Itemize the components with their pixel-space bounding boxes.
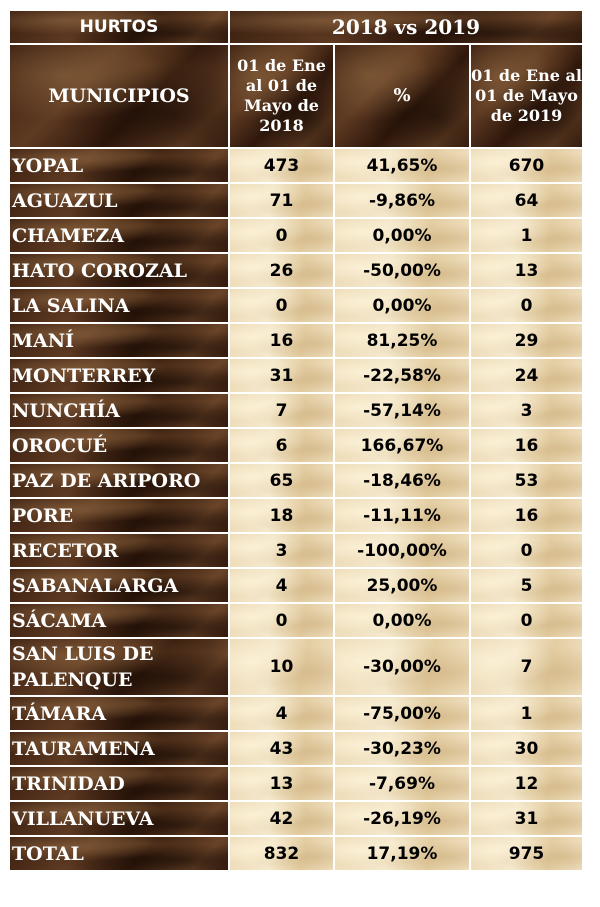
value-2018: 7	[230, 394, 333, 427]
municipio-name: RECETOR	[10, 534, 228, 567]
percent-change: -11,11%	[335, 499, 469, 532]
table-row	[10, 569, 582, 602]
value-2018: 0	[230, 604, 333, 637]
value-2019: 29	[471, 324, 582, 357]
percent-header: %	[335, 45, 469, 147]
value-2018: 26	[230, 254, 333, 287]
value-2018: 13	[230, 767, 333, 800]
period-2019-header: 01 de Ene al 01 de Mayo de 2019	[471, 45, 582, 147]
municipio-name: AGUAZUL	[10, 184, 228, 217]
value-2018: 31	[230, 359, 333, 392]
table-row	[10, 429, 582, 462]
table-body	[10, 149, 582, 870]
value-2019: 12	[471, 767, 582, 800]
percent-change: 81,25%	[335, 324, 469, 357]
value-2019: 24	[471, 359, 582, 392]
table-row	[10, 359, 582, 392]
municipio-name: SABANALARGA	[10, 569, 228, 602]
table-row	[10, 149, 582, 182]
value-2019: 13	[471, 254, 582, 287]
municipios-header: MUNICIPIOS	[10, 45, 228, 147]
table-row	[10, 767, 582, 800]
table-row	[10, 289, 582, 322]
value-2019: 3	[471, 394, 582, 427]
hurtos-table	[8, 9, 584, 872]
table-row	[10, 534, 582, 567]
total-label: TOTAL	[10, 837, 228, 870]
value-2019: 64	[471, 184, 582, 217]
percent-change: 0,00%	[335, 604, 469, 637]
municipio-name: LA SALINA	[10, 289, 228, 322]
value-2019: 0	[471, 534, 582, 567]
table-row	[10, 324, 582, 357]
value-2018: 3	[230, 534, 333, 567]
value-2019: 670	[471, 149, 582, 182]
table-row	[10, 639, 582, 695]
municipio-name: CHAMEZA	[10, 219, 228, 252]
value-2018: 473	[230, 149, 333, 182]
table-row	[10, 697, 582, 730]
municipio-name: SAN LUIS DE PALENQUE	[10, 639, 228, 695]
value-2018: 16	[230, 324, 333, 357]
table-row	[10, 219, 582, 252]
percent-change: -30,23%	[335, 732, 469, 765]
municipio-name: PORE	[10, 499, 228, 532]
value-2018: 0	[230, 289, 333, 322]
value-2018: 0	[230, 219, 333, 252]
municipio-name: YOPAL	[10, 149, 228, 182]
value-2019: 1	[471, 697, 582, 730]
percent-change: -100,00%	[335, 534, 469, 567]
municipio-name: VILLANUEVA	[10, 802, 228, 835]
percent-change: -22,58%	[335, 359, 469, 392]
total-percent: 17,19%	[335, 837, 469, 870]
municipio-name: TAURAMENA	[10, 732, 228, 765]
municipio-name: NUNCHÍA	[10, 394, 228, 427]
percent-change: -26,19%	[335, 802, 469, 835]
category-header: HURTOS	[10, 11, 228, 43]
percent-change: 25,00%	[335, 569, 469, 602]
percent-change: -30,00%	[335, 639, 469, 695]
value-2018: 10	[230, 639, 333, 695]
value-2019: 16	[471, 499, 582, 532]
percent-change: 41,65%	[335, 149, 469, 182]
table-row	[10, 184, 582, 217]
value-2019: 0	[471, 289, 582, 322]
value-2018: 43	[230, 732, 333, 765]
value-2019: 7	[471, 639, 582, 695]
table-row	[10, 732, 582, 765]
value-2019: 30	[471, 732, 582, 765]
percent-change: -9,86%	[335, 184, 469, 217]
municipio-name: MANÍ	[10, 324, 228, 357]
value-2019: 53	[471, 464, 582, 497]
municipio-name: TRINIDAD	[10, 767, 228, 800]
value-2018: 18	[230, 499, 333, 532]
total-2019: 975	[471, 837, 582, 870]
value-2019: 31	[471, 802, 582, 835]
municipio-name: MONTERREY	[10, 359, 228, 392]
value-2019: 16	[471, 429, 582, 462]
percent-change: -18,46%	[335, 464, 469, 497]
value-2018: 42	[230, 802, 333, 835]
percent-change: 0,00%	[335, 289, 469, 322]
municipio-name: OROCUÉ	[10, 429, 228, 462]
period-2018-header: 01 de Ene al 01 de Mayo de 2018	[230, 45, 333, 147]
comparison-header: 2018 vs 2019	[230, 11, 582, 43]
municipio-name: TÁMARA	[10, 697, 228, 730]
table-row	[10, 802, 582, 835]
value-2018: 4	[230, 569, 333, 602]
value-2018: 65	[230, 464, 333, 497]
value-2019: 0	[471, 604, 582, 637]
total-2018: 832	[230, 837, 333, 870]
percent-change: 166,67%	[335, 429, 469, 462]
municipio-name: PAZ DE ARIPORO	[10, 464, 228, 497]
value-2019: 5	[471, 569, 582, 602]
municipio-name: SÁCAMA	[10, 604, 228, 637]
table-row	[10, 394, 582, 427]
municipio-name: HATO COROZAL	[10, 254, 228, 287]
value-2018: 71	[230, 184, 333, 217]
percent-change: -57,14%	[335, 394, 469, 427]
table-row	[10, 604, 582, 637]
table-row	[10, 499, 582, 532]
value-2019: 1	[471, 219, 582, 252]
total-row	[10, 837, 582, 870]
value-2018: 4	[230, 697, 333, 730]
percent-change: -7,69%	[335, 767, 469, 800]
table-row	[10, 464, 582, 497]
table-row	[10, 254, 582, 287]
percent-change: 0,00%	[335, 219, 469, 252]
percent-change: -50,00%	[335, 254, 469, 287]
value-2018: 6	[230, 429, 333, 462]
percent-change: -75,00%	[335, 697, 469, 730]
